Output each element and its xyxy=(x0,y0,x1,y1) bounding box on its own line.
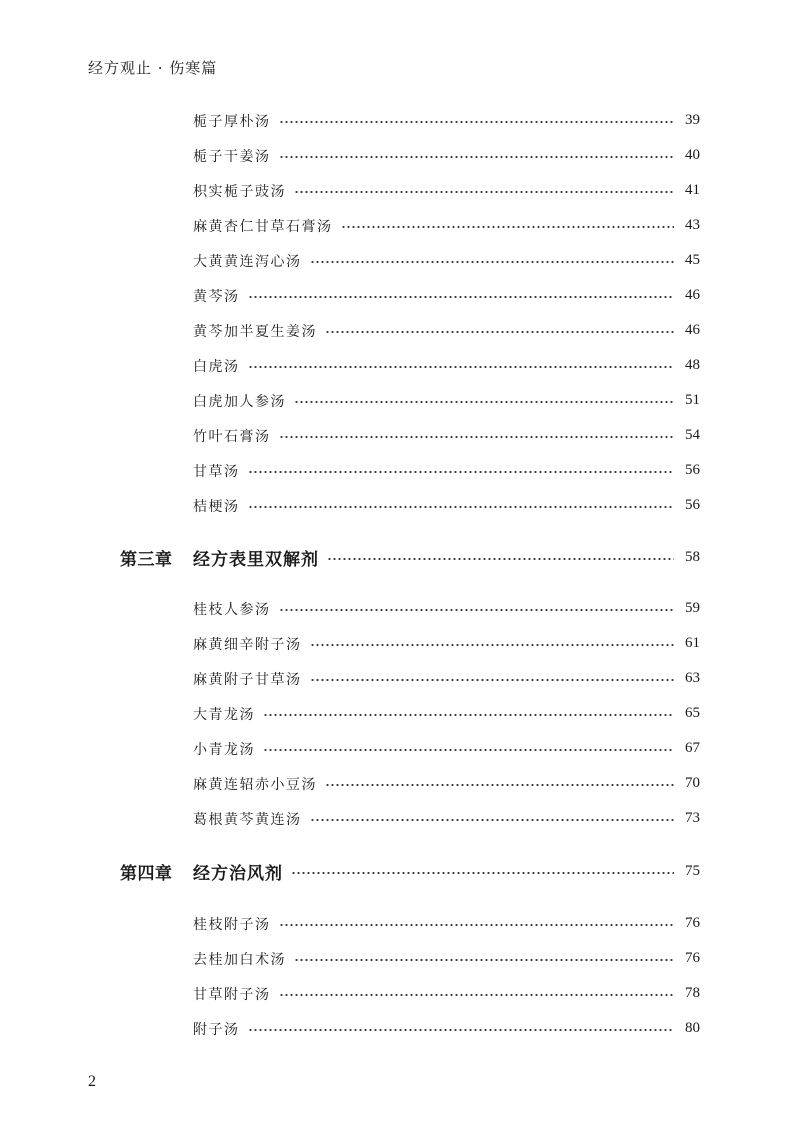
chapter-page-number: 75 xyxy=(685,863,700,879)
dot-leader xyxy=(325,783,674,787)
toc-entry xyxy=(0,941,700,976)
entry-page-number: 56 xyxy=(685,497,700,513)
toc-entry xyxy=(0,278,700,313)
running-header: 经方观止 · 伤寒篇 xyxy=(88,59,218,77)
entry-title: 麻黄附子甘草汤 xyxy=(193,671,302,688)
entry-page-number: 54 xyxy=(685,427,700,443)
entry-title: 竹叶石膏汤 xyxy=(193,428,271,445)
entry-page-number: 39 xyxy=(685,112,700,128)
dot-leader xyxy=(310,260,675,264)
entry-page-number: 63 xyxy=(685,670,700,686)
entry-title: 甘草汤 xyxy=(193,463,240,480)
entry-title: 麻黄连轺赤小豆汤 xyxy=(193,776,317,793)
dot-leader xyxy=(310,818,675,822)
entry-page-number: 78 xyxy=(685,985,700,1001)
entry-title: 桂枝人参汤 xyxy=(193,601,271,618)
entry-title: 去桂加白术汤 xyxy=(193,951,286,968)
toc-entry xyxy=(0,453,700,488)
dot-leader xyxy=(294,190,674,194)
chapter-heading-4 xyxy=(0,854,700,889)
entry-title: 黄芩汤 xyxy=(193,288,240,305)
dot-leader xyxy=(279,155,675,159)
chapter-label: 第三章 xyxy=(120,550,173,570)
dot-leader xyxy=(327,557,674,561)
page-number: 2 xyxy=(88,1073,96,1090)
entry-page-number: 45 xyxy=(685,252,700,268)
entry-title: 大黄黄连泻心汤 xyxy=(193,253,302,270)
entry-page-number: 43 xyxy=(685,217,700,233)
toc-entry xyxy=(0,418,700,453)
dot-leader xyxy=(248,1028,675,1032)
entry-page-number: 41 xyxy=(685,182,700,198)
toc-entry xyxy=(0,173,700,208)
toc-entry xyxy=(0,488,700,523)
entry-page-number: 76 xyxy=(685,915,700,931)
entry-title: 麻黄细辛附子汤 xyxy=(193,636,302,653)
entry-page-number: 67 xyxy=(685,740,700,756)
entry-page-number: 59 xyxy=(685,600,700,616)
entry-page-number: 48 xyxy=(685,357,700,373)
entry-page-number: 51 xyxy=(685,392,700,408)
entry-page-number: 40 xyxy=(685,147,700,163)
entry-page-number: 61 xyxy=(685,635,700,651)
toc-entry xyxy=(0,1011,700,1046)
dot-leader xyxy=(248,365,675,369)
dot-leader xyxy=(310,643,675,647)
entry-page-number: 70 xyxy=(685,775,700,791)
entry-page-number: 56 xyxy=(685,462,700,478)
chapter-title: 经方表里双解剂 xyxy=(193,550,319,570)
dot-leader xyxy=(279,608,675,612)
entry-title: 甘草附子汤 xyxy=(193,986,271,1003)
toc-entry xyxy=(0,208,700,243)
toc-entry xyxy=(0,138,700,173)
entry-title: 栀子干姜汤 xyxy=(193,148,271,165)
chapter-heading-3 xyxy=(0,540,700,575)
entry-title: 枳实栀子豉汤 xyxy=(193,183,286,200)
toc-entry xyxy=(0,383,700,418)
toc-entry xyxy=(0,591,700,626)
toc-entry xyxy=(0,731,700,766)
chapter-label: 第四章 xyxy=(120,864,173,884)
toc-entry xyxy=(0,626,700,661)
entry-title: 白虎加人参汤 xyxy=(193,393,286,410)
dot-leader xyxy=(279,435,675,439)
dot-leader xyxy=(248,470,675,474)
chapter-title: 经方治风剂 xyxy=(193,864,283,884)
toc-entry xyxy=(0,801,700,836)
entry-title: 麻黄杏仁甘草石膏汤 xyxy=(193,218,333,235)
entry-title: 白虎汤 xyxy=(193,358,240,375)
toc-entry xyxy=(0,103,700,138)
toc-entry xyxy=(0,313,700,348)
toc-entry xyxy=(0,976,700,1011)
chapter-page-number: 58 xyxy=(685,549,700,565)
toc-entry xyxy=(0,348,700,383)
entry-page-number: 65 xyxy=(685,705,700,721)
entry-page-number: 76 xyxy=(685,950,700,966)
entry-title: 葛根黄芩黄连汤 xyxy=(193,811,302,828)
dot-leader xyxy=(263,713,674,717)
table-of-contents xyxy=(0,103,800,1046)
toc-entry xyxy=(0,906,700,941)
dot-leader xyxy=(279,993,675,997)
toc-entry xyxy=(0,661,700,696)
dot-leader xyxy=(248,295,675,299)
dot-leader xyxy=(294,958,674,962)
toc-entry xyxy=(0,766,700,801)
entry-title: 小青龙汤 xyxy=(193,741,255,758)
entry-page-number: 46 xyxy=(685,322,700,338)
entry-title: 黄芩加半夏生姜汤 xyxy=(193,323,317,340)
toc-entry xyxy=(0,243,700,278)
dot-leader xyxy=(325,330,674,334)
entry-title: 大青龙汤 xyxy=(193,706,255,723)
entry-title: 桂枝附子汤 xyxy=(193,916,271,933)
dot-leader xyxy=(279,120,675,124)
dot-leader xyxy=(279,923,675,927)
dot-leader xyxy=(263,748,674,752)
dot-leader xyxy=(310,678,675,682)
entry-page-number: 73 xyxy=(685,810,700,826)
dot-leader xyxy=(341,225,675,229)
dot-leader xyxy=(294,400,674,404)
toc-entry xyxy=(0,696,700,731)
dot-leader xyxy=(291,871,674,875)
entry-title: 附子汤 xyxy=(193,1021,240,1038)
entry-title: 桔梗汤 xyxy=(193,498,240,515)
entry-page-number: 80 xyxy=(685,1020,700,1036)
entry-page-number: 46 xyxy=(685,287,700,303)
dot-leader xyxy=(248,505,675,509)
entry-title: 栀子厚朴汤 xyxy=(193,113,271,130)
